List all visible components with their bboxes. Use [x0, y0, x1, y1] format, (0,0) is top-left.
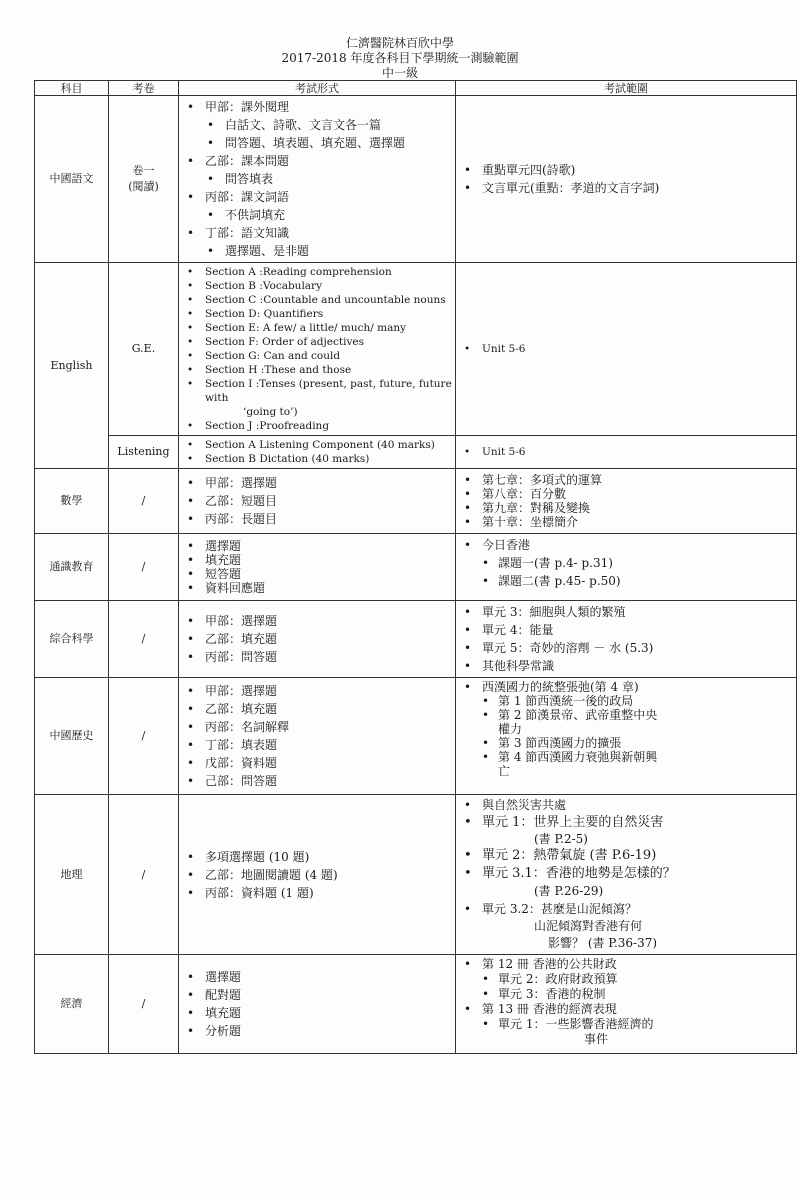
list-item: • 甲部：選擇題: [185, 682, 453, 700]
scope-science: [456, 601, 797, 678]
list-item: • 第 2 節漢景帝、武帝重整中央: [462, 708, 794, 722]
scope-geography: [456, 795, 797, 955]
list-item: • 第十章：坐標簡介: [462, 515, 794, 529]
scope-history: [456, 678, 797, 795]
subject-history: 中國歷史: [35, 678, 109, 795]
row-chinese: [35, 96, 797, 263]
list-item: • Section D: Quantifiers: [185, 307, 453, 321]
list-item: • 重點單元四(詩歌): [462, 161, 794, 179]
list-item: • Section F: Order of adjectives: [185, 335, 453, 349]
list-item: • 己部：問答題: [185, 772, 453, 790]
paper-history: /: [109, 678, 179, 795]
grade-level: 中一級: [381, 66, 418, 80]
list-item: • 丙部：長題目: [185, 510, 453, 528]
list-item: 山泥傾瀉對香港有何: [534, 919, 643, 933]
paper-economics: /: [109, 955, 179, 1054]
list-item: • 填充題: [185, 1004, 453, 1022]
col-paper: 考卷: [109, 81, 179, 96]
list-item: • 其他科學常識: [462, 657, 794, 675]
row-economics: [35, 955, 797, 1054]
list-item: • Section E: A few/ a little/ much/ many: [185, 321, 453, 335]
list-item: (書 P.2-5): [534, 832, 588, 846]
list-item: • Unit 5-6: [462, 445, 794, 459]
list-item: • 白話文、詩歌、文言文各一篇: [185, 116, 453, 134]
subject-math: 數學: [35, 469, 109, 534]
list-item: 事件: [584, 1032, 609, 1046]
list-item: • Section J :Proofreading: [185, 419, 453, 433]
list-item: • 單元 3.2：甚麼是山泥傾瀉？: [462, 900, 794, 918]
format-math: [179, 469, 456, 534]
format-geography: [179, 795, 456, 955]
list-item: 權力: [498, 722, 523, 736]
list-item: • 西漢國力的統整張弛(第 4 章): [462, 680, 794, 694]
list-item: • Section B Dictation (40 marks): [185, 452, 453, 466]
scope-chinese: [456, 96, 797, 263]
list-item: • 分析題: [185, 1022, 453, 1040]
format-english-listening: [179, 436, 456, 469]
list-item: • 今日香港: [462, 536, 794, 554]
list-item: • 文言單元(重點：孝道的文言字詞): [462, 179, 794, 197]
list-item: • Section H :These and those: [185, 363, 453, 377]
list-item: • 乙部：課本問題: [185, 152, 453, 170]
list-item: 影響？ (書 P.36-37): [548, 936, 658, 950]
paper-english-ge: G.E.: [109, 263, 179, 436]
list-item: • 問答題、填表題、填充題、選擇題: [185, 134, 453, 152]
row-geography: [35, 795, 797, 955]
list-item: • 乙部：填充題: [185, 700, 453, 718]
list-item: • 第七章：多項式的運算: [462, 473, 794, 487]
paper-math: /: [109, 469, 179, 534]
list-item: • Section C :Countable and uncountable nouns: [185, 293, 453, 307]
table-header-row: [35, 81, 797, 96]
exam-scope-table: [34, 80, 797, 1054]
list-item: • 丙部：課文詞語: [185, 188, 453, 206]
format-ls: [179, 534, 456, 601]
list-item: • 不供詞填充: [185, 206, 453, 224]
row-science: [35, 601, 797, 678]
list-item: • 單元 1：世界上主要的自然災害: [462, 814, 794, 831]
paper-ls: /: [109, 534, 179, 601]
list-item: ‘going to’): [243, 406, 298, 418]
row-english-ge: [35, 263, 797, 436]
col-scope: 考試範圍: [456, 81, 797, 96]
subject-geography: 地理: [35, 795, 109, 955]
row-math: [35, 469, 797, 534]
list-item: • Section B :Vocabulary: [185, 279, 453, 293]
list-item: • 單元 2：熱帶氣旋 (書 P.6-19): [462, 847, 794, 865]
list-item: • 單元 3.1：香港的地勢是怎樣的？: [462, 865, 794, 883]
list-item: • 選擇題: [185, 968, 453, 986]
list-item: • 單元 1：一些影響香港經濟的: [462, 1017, 794, 1032]
list-item: • 問答填表: [185, 170, 453, 188]
list-item: • 甲部：課外閱理: [185, 98, 453, 116]
scope-ls: [456, 534, 797, 601]
format-science: [179, 601, 456, 678]
list-item: • 單元 4：能量: [462, 621, 794, 639]
col-format: 考試形式: [179, 81, 456, 96]
subject-economics: 經濟: [35, 955, 109, 1054]
format-chinese: [179, 96, 456, 263]
paper-chinese-l1: 卷一: [132, 164, 155, 177]
format-economics: [179, 955, 456, 1054]
list-item: • 第 12 冊 香港的公共財政: [462, 957, 794, 972]
scope-economics: [456, 955, 797, 1054]
scope-english-ge: [456, 263, 797, 436]
list-item: • Unit 5-6: [462, 342, 794, 356]
list-item: • 選擇題、是非題: [185, 242, 453, 260]
scope-math: [456, 469, 797, 534]
list-item: • 第 13 冊 香港的經濟表現: [462, 1002, 794, 1017]
subject-ls: 通識教育: [35, 534, 109, 601]
list-item: • 單元 3：香港的稅制: [462, 987, 794, 1002]
list-item: • 乙部：填充題: [185, 630, 453, 648]
list-item: • 甲部：選擇題: [185, 474, 453, 492]
list-item: • 與自然災害共處: [462, 797, 794, 814]
list-item: (書 P.26-29): [534, 884, 604, 898]
list-item: • 資料回應題: [185, 581, 453, 595]
paper-chinese: [109, 96, 179, 263]
list-item: • Section G: Can and could: [185, 349, 453, 363]
paper-chinese-l2: (閱讀): [128, 180, 159, 193]
list-item: • Section A Listening Component (40 marks): [185, 438, 453, 452]
list-item: • 丁部：語文知識: [185, 224, 453, 242]
list-item: • 課題一(書 p.4- p.31): [462, 554, 794, 572]
scope-english-listening: [456, 436, 797, 469]
list-item: • 課題二(書 p.45- p.50): [462, 572, 794, 590]
list-item: • 選擇題: [185, 539, 453, 553]
list-item: • 丁部：填表題: [185, 736, 453, 754]
school-name: 仁濟醫院林百欣中學: [345, 36, 454, 50]
row-english-listening: [35, 436, 797, 469]
paper-english-listening: Listening: [109, 436, 179, 469]
list-item: • 戊部：資料題: [185, 754, 453, 772]
list-item: • 第八章：百分數: [462, 487, 794, 501]
list-item: • 第 3 節西漢國力的擴張: [462, 736, 794, 750]
list-item: • 乙部：短題目: [185, 492, 453, 510]
paper-science: /: [109, 601, 179, 678]
list-item: • 單元 5：奇妙的溶劑 － 水 (5.3): [462, 639, 794, 657]
list-item: • Section A :Reading comprehension: [185, 265, 453, 279]
format-history: [179, 678, 456, 795]
list-item: • 丙部：名詞解釋: [185, 718, 453, 736]
list-item: • 單元 3：細胞與人類的繁殖: [462, 603, 794, 621]
col-subject: 科目: [35, 81, 109, 96]
list-item: • 單元 2：政府財政預算: [462, 972, 794, 987]
list-item: • 填充題: [185, 553, 453, 567]
list-item: 亡: [498, 764, 511, 778]
list-item: • 丙部：資料題 (1 題): [185, 884, 453, 902]
list-item: • 多項選擇題 (10 題): [185, 848, 453, 866]
subject-chinese: 中國語文: [35, 96, 109, 263]
paper-geography: /: [109, 795, 179, 955]
list-item: • 第 4 節西漢國力衰弛與新朝興: [462, 750, 794, 764]
list-item: • 甲部：選擇題: [185, 612, 453, 630]
row-ls: [35, 534, 797, 601]
row-history: [35, 678, 797, 795]
list-item: • 第九章：對稱及變換: [462, 501, 794, 515]
document-title: 2017-2018 年度各科目下學期統一測驗範圍: [281, 51, 519, 65]
list-item: • 配對題: [185, 986, 453, 1004]
list-item: • 第 1 節西漢統一後的政局: [462, 694, 794, 708]
subject-english: English: [35, 263, 109, 469]
list-item: • 乙部：地圖閱讀題 (4 題): [185, 866, 453, 884]
format-english-ge: [179, 263, 456, 436]
subject-science: 綜合科學: [35, 601, 109, 678]
list-item: • Section I :Tenses (present, past, future, future with: [185, 377, 453, 405]
list-item: • 丙部：問答題: [185, 648, 453, 666]
list-item: • 短答題: [185, 567, 453, 581]
